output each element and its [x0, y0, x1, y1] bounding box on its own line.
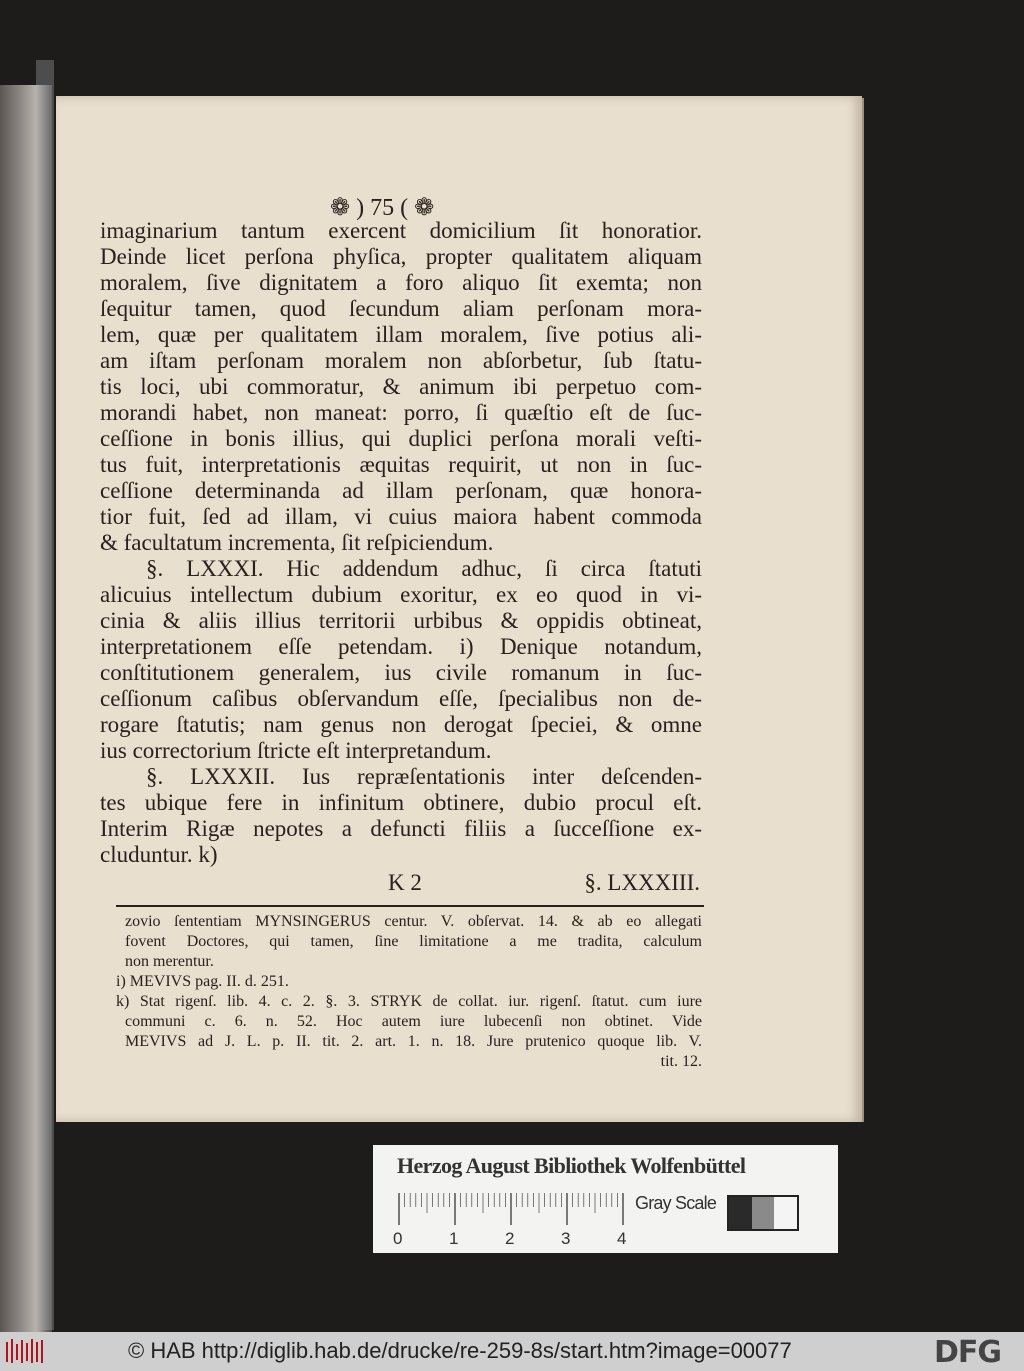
footnote-line: MEVIVS ad J. L. p. II. tit. 2. art. 1. n. 18. Jure prutenico quoque lib. V. [125, 1033, 702, 1050]
hab-logo-icon [4, 1338, 46, 1364]
signature-mark: K 2 [388, 870, 422, 895]
footnote-line: k) Stat rigenſ. lib. 4. c. 2. §. 3. STRYK de collat. iur. rigenſ. ſtatut. cum iure [116, 993, 702, 1010]
text-line: ius correctorium ſtricte eſt interpretandum. [100, 738, 492, 763]
text-line: §. LXXXI. Hic addendum adhuc, ſi circa ſtatuti [146, 556, 702, 581]
footer-bar [0, 1332, 1024, 1371]
text-line: cinia & aliis illius territorii urbibus & oppidis obtineat, [100, 608, 702, 633]
text-line: imaginarium tantum exercent domicilium ſit honoratior. [100, 218, 702, 243]
footnote-line: non merentur. [125, 953, 214, 970]
library-label [373, 1145, 838, 1253]
body-text [100, 218, 702, 868]
gray-scale-label: Gray Scale [635, 1193, 717, 1213]
text-line: cluduntur. k) [100, 842, 218, 867]
text-line: conſtitutionem generalem, ius civile romanum in ſuc- [100, 660, 702, 685]
scale-ruler [397, 1193, 627, 1225]
library-name: Herzog August Bibliothek Wolfenbüttel [397, 1153, 746, 1178]
ruler-number: 0 [393, 1229, 403, 1248]
dfg-logo: DFG [934, 1335, 1002, 1370]
footnote-line: communi c. 6. n. 52. Hoc autem iure lubecenſi non obtinet. Vide [125, 1013, 702, 1030]
footnote-line: tit. 12. [660, 1053, 702, 1070]
text-line: morandi habet, non maneat: porro, ſi quæſtio eſt de ſuc- [100, 400, 702, 425]
text-line: tus fuit, interpretationis æquitas requirit, ut non in ſuc- [100, 452, 702, 477]
footnote-rule [116, 905, 704, 907]
gray-scale-patch [752, 1197, 775, 1229]
footnote-line: zovio ſententiam MYNSINGERUS centur. V. obſervat. 14. & ab eo allegati [125, 913, 702, 930]
text-line: ceſſione in bonis illius, qui duplici perſona morali veſti- [100, 426, 702, 451]
footnotes [116, 912, 702, 1072]
text-line: §. LXXXII. Ius repræſentationis inter deſcenden- [146, 764, 702, 789]
footnote-line: fovent Doctores, qui tamen, ſine limitatione a me tradita, calculum [125, 933, 702, 950]
text-line: interpretationem eſſe petendam. i) Denique notandum, [100, 634, 702, 659]
text-line: rogare ſtatutis; nam genus non derogat ſpeciei, & omne [100, 712, 702, 737]
text-line: moralem, ſive dignitatem a foro aliquo ſit exemta; non [100, 270, 702, 295]
gray-scale-swatch [727, 1195, 799, 1231]
text-line: Deinde licet perſona phyſica, propter qualitatem aliquam [100, 244, 702, 269]
text-line: alicuius intellectum dubium exoritur, ex eo quod in vi- [100, 582, 702, 607]
text-line: am iſtam perſonam moralem non abſorbetur, ſub ſtatu- [100, 348, 702, 373]
ruler-number: 4 [617, 1229, 627, 1248]
ruler-number: 2 [505, 1229, 515, 1248]
ruler-number: 1 [449, 1229, 459, 1248]
text-line: tes ubique fere in infinitum obtinere, dubio procul eſt. [100, 790, 702, 815]
text-line: Interim Rigæ nepotes a defuncti filiis a ſucceſſione ex- [100, 816, 702, 841]
text-line: ceſſione determinanda ad illam perſonam, quæ honora- [100, 478, 702, 503]
footnote-line: i) MEVIVS pag. II. d. 251. [116, 973, 289, 990]
catchword: §. LXXXIII. [584, 870, 700, 895]
text-line: tior fuit, ſed ad illam, vi cuius maiora habent commoda [100, 504, 702, 529]
text-line: ſequitur tamen, quod ſecundum aliam perſonam mora- [100, 296, 702, 321]
text-line: & facultatum incrementa, ſit reſpiciendum. [100, 530, 494, 555]
text-line: tis loci, ubi commoratur, & animum ibi perpetuo com- [100, 374, 702, 399]
ruler-number: 3 [561, 1229, 571, 1248]
footer-url: © HAB http://diglib.hab.de/drucke/re-259-8s/start.htm?image=00077 [128, 1338, 792, 1363]
gray-scale-patch [729, 1197, 752, 1229]
gray-scale-patch [774, 1197, 797, 1229]
text-line: ceſſionum caſibus obſervandum eſſe, ſpecialibus non de- [100, 686, 702, 711]
page-header: ❁ ) 75 ( ❁ [330, 195, 435, 221]
ruler-numbers [393, 1229, 633, 1249]
glass-plate-edge [36, 60, 54, 1330]
text-line: lem, quæ per qualitatem illam moralem, ſive potius ali- [100, 322, 702, 347]
